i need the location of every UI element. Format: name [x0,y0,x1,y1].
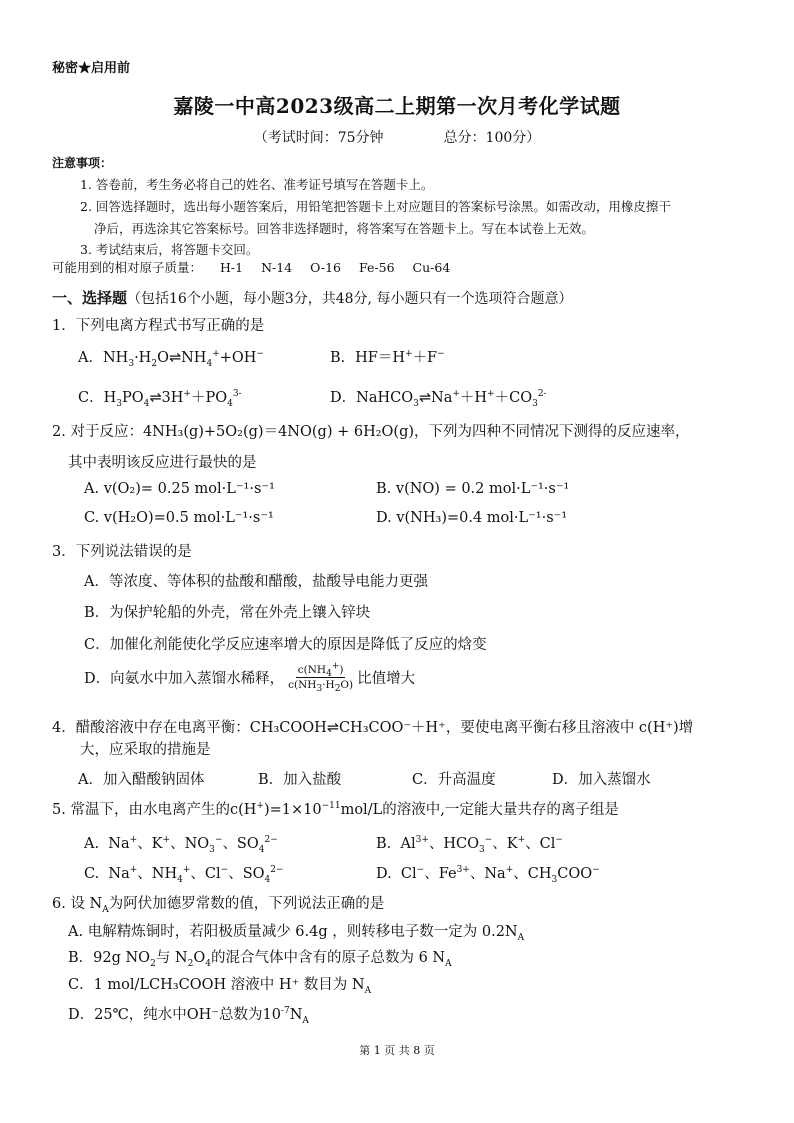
q5-option-b: B. $Al^{3+}$、$HCO_3^-$、K+、Cl− [376,835,563,855]
q5-option-a: A. Na+、K+、$NO_3^-$、$SO_4^{2-}$ [84,835,278,855]
q4-option-c: C．升高温度 [412,772,496,788]
q4-option-a: A．加入醋酸钠固体 [78,772,205,788]
question-4-stem: 4．醋酸溶液中存在电离平衡：CH₃COOH⇌CH₃COO⁻＋H⁺，要使电离平衡右移且溶液中 c(H⁺)增 [52,720,694,736]
q3-option-b: B．为保护轮船的外壳，常在外壳上镶入锌块 [84,605,371,621]
mass-value: N-14 [261,260,293,275]
atomic-masses [52,258,468,276]
q6-option-a: A. 电解精炼铜时，若阳极质量减少 6.4g ，则转移电子数一定为 $0.2N_A$ [68,924,525,943]
section-heading [52,287,572,308]
question-6-stem: 6. 设 $N_A$为阿伏加德罗常数的值，下列说法正确的是 [52,896,385,915]
question-2-stem-cont: 其中表明该反应进行最快的是 [68,455,257,471]
q2-option-a: A. v(O₂)= 0.25 mol·L⁻¹·s⁻¹ [84,481,275,497]
section-title: 一、选择题 [52,289,128,307]
note-item: 净后，再选涂其它答案标号。回答非选择题时，将答案写在答题卡上。写在本试卷上无效。 [94,221,595,236]
exam-info [0,127,794,147]
mass-value: Fe-56 [359,260,395,275]
q6-option-b: B．92g $NO_2$与 $N_2O_4$的混合气体中含有的原子总数为 6 $N_A$ [68,950,452,969]
q6-option-d: D．25℃，纯水中OH⁻总数为$10^{-7}N_A$ [68,1006,309,1026]
section-desc: （包括16个小题，每小题3分，共48分, 每小题只有一个选项符合题意） [127,291,573,307]
q4-option-d: D．加入蒸馏水 [552,772,651,788]
question-1-stem: 1．下列电离方程式书写正确的是 [52,318,265,334]
q1-option-c: C．$H_3PO_4\rightleftharpoons 3H^++PO_4^{3-}$ [78,389,242,409]
q1-option-d: D．$NaHCO_3\rightleftharpoons Na^++H^++CO_3^{2-}$ [330,389,547,409]
page-footer: 第 1 页 共 8 页 [359,1044,435,1057]
mass-value: O-16 [310,260,342,275]
note-item: 3. 考试结束后，将答题卡交回。 [80,242,259,257]
concentration-ratio: $\frac{c(NH_4^+)}{c(NH_3\cdot H_2O)}$ [288,661,354,695]
q2-option-d: D. v(NH₃)=0.4 mol·L⁻¹·s⁻¹ [376,510,568,526]
q3-option-a: A．等浓度、等体积的盐酸和醋酸，盐酸导电能力更强 [84,574,428,590]
notes-heading: 注意事项： [52,156,113,170]
mass-value: H-1 [220,260,244,275]
q3-option-d: D．向氨水中加入蒸馏水稀释， $\frac{c(NH_4^+)}{c(NH_3\cdot H_2O)}$ 比值增大 [84,661,416,695]
q5-option-d: D. Cl−、$Fe^{3+}$、Na+、$CH_3COO^-$ [376,865,600,885]
masses-label: 可能用到的相对原子质量： [52,260,203,275]
q2-option-b: B. v(NO) = 0.2 mol·L⁻¹·s⁻¹ [376,481,570,497]
q5-option-c: C. Na+、$NH_4^+$、Cl−、$SO_4^{2-}$ [84,865,284,885]
q6-option-c: C．1 mol/LCH₃COOH 溶液中 H⁺ 数目为 $N_A$ [68,977,372,996]
question-5-stem: 5. 常温下，由水电离产生的$c(H^+)=1\times 10^{-11}mol/L$的溶液中,一定能大量共存的离子组是 [52,801,619,818]
q3-option-c: C．加催化剂能使化学反应速率增大的原因是降低了反应的焓变 [84,637,487,653]
mass-value: Cu-64 [412,260,451,275]
exam-title: 嘉陵一中高2023级高二上期第一次月考化学试题 [173,94,621,118]
question-2-stem: 2. 对于反应：4NH₃(g)+5O₂(g)＝4NO(g) + 6H₂O(g)，下列为四种不同情况下测得的反应速率， [52,424,690,440]
secret-label: 秘密★启用前 [52,61,131,76]
question-3-stem: 3．下列说法错误的是 [52,544,192,560]
q4-option-b: B．加入盐酸 [258,772,342,788]
q2-option-c: C. v(H₂O)=0.5 mol·L⁻¹·s⁻¹ [84,510,274,526]
exam-score: 总分：100分） [443,130,541,146]
q1-option-b: B．HF＝H+＋F− [330,349,445,366]
note-item: 2. 回答选择题时，选出每小题答案后，用铅笔把答题卡上对应题目的答案标号涂黑。如需改动，用橡皮擦干 [80,199,671,214]
note-item: 1. 答卷前，考生务必将自己的姓名、准考证号填写在答题卡上。 [80,177,434,192]
question-4-stem-cont: 大，应采取的措施是 [80,742,211,758]
q1-option-a: A．$NH_3\cdot H_2O\rightleftharpoons NH_4^++OH^-$ [78,349,264,369]
exam-time: （考试时间：75分钟 [253,130,384,146]
